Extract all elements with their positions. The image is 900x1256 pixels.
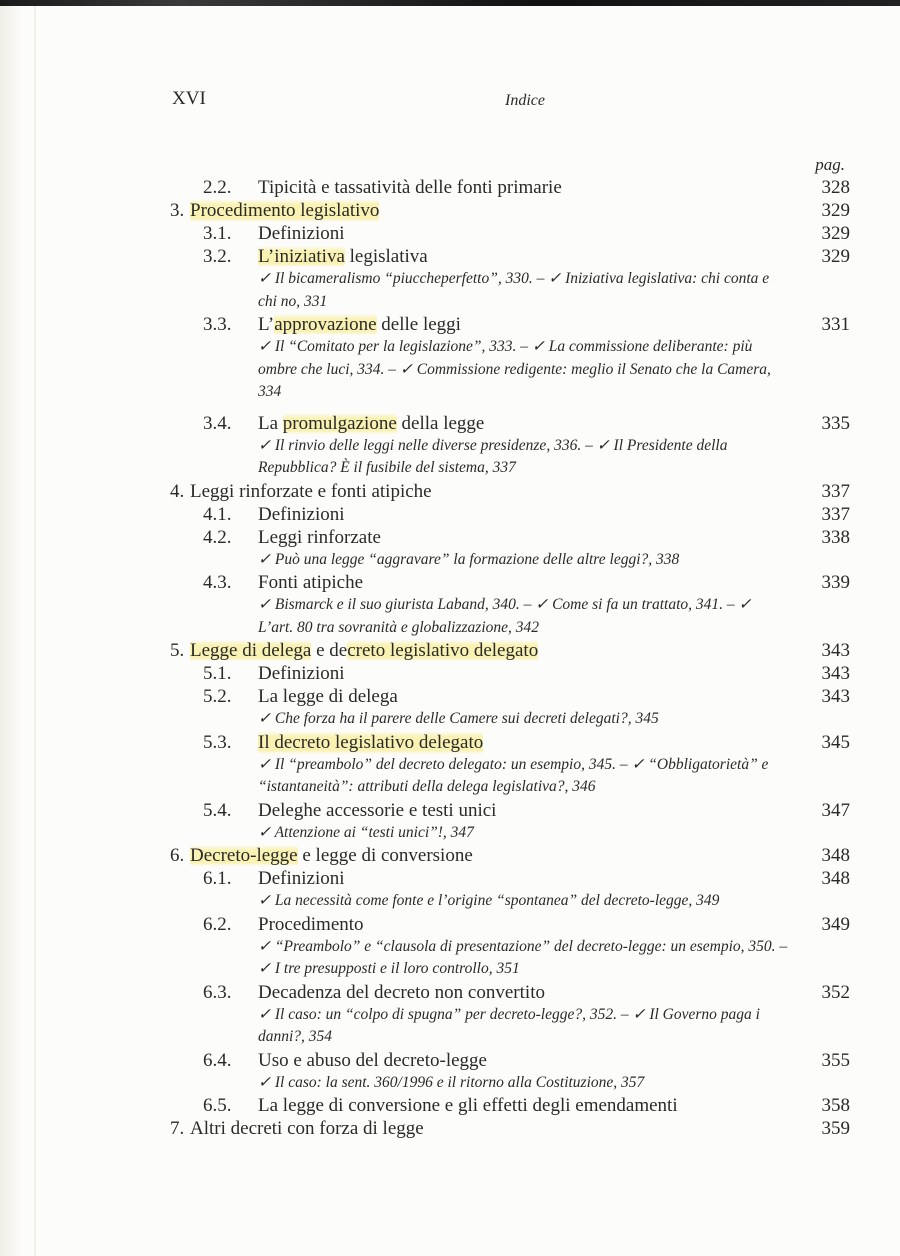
scan-left-shadow <box>34 6 36 1256</box>
entry-page: 329 <box>821 200 850 221</box>
entry-page: 329 <box>821 223 850 244</box>
entry-note: ✓ Il caso: la sent. 360/1996 e il ritorno alla Costituzione, 357 <box>258 1073 645 1091</box>
highlight: creto legislativo delegato <box>347 640 539 661</box>
toc-entry <box>170 981 850 1004</box>
entry-title: Leggi rinforzate <box>258 526 381 548</box>
toc-entry <box>170 1094 850 1117</box>
toc-entry <box>170 913 850 936</box>
toc-entry <box>170 313 850 336</box>
entry-page: 338 <box>821 526 850 548</box>
entry-number: 5.2. <box>203 686 232 707</box>
entry-number: 5.4. <box>203 799 232 821</box>
entry-note: ✓ Il bicameralismo “piuccheperfetto”, 330. – ✓ Iniziativa legislativa: chi conta e chi no, 331 <box>258 270 770 310</box>
toc-entry <box>170 1049 850 1072</box>
entry-number: 6.2. <box>203 913 232 935</box>
toc-entry <box>170 662 850 685</box>
entry-note: ✓ “Preambolo” e “clausola di presentazione” del decreto-legge: un esempio, 350. – ✓ I tre presupposti e il loro controllo, 351 <box>258 937 788 977</box>
toc-chapter <box>170 480 850 503</box>
highlight: approvazione <box>274 314 377 335</box>
entry-page: 348 <box>821 868 850 889</box>
entry-title <box>258 313 461 336</box>
entry-number: 5.1. <box>203 663 232 684</box>
entry-page: 358 <box>821 1095 850 1116</box>
entry-title <box>190 639 538 662</box>
highlight: promulgazione <box>282 412 397 434</box>
running-title: Indice <box>505 92 545 109</box>
title-rest: legislativa <box>344 246 428 267</box>
entry-title: Altri decreti con forza di legge <box>190 1118 424 1139</box>
table-of-contents <box>170 176 850 1140</box>
entry-title: Leggi rinforzate e fonti atipiche <box>190 480 432 502</box>
entry-note: ✓ Attenzione ai “testi unici”!, 347 <box>258 823 474 841</box>
entry-page: 337 <box>821 503 850 525</box>
toc-entry <box>170 867 850 890</box>
entry-title-highlighted: Il decreto legislativo delegato <box>258 731 484 753</box>
entry-title: Definizioni <box>258 503 345 525</box>
entry-title: Definizioni <box>258 868 345 889</box>
entry-title: Decadenza del decreto non convertito <box>258 981 545 1003</box>
entry-title: Tipicità e tassatività delle fonti primarie <box>258 177 562 198</box>
entry-number: 3. <box>170 200 185 221</box>
entry-number: 6.4. <box>203 1049 232 1071</box>
entry-title: Uso e abuso del decreto-legge <box>258 1049 487 1071</box>
title-rest: e legge di conversione <box>297 845 473 866</box>
title-rest: delle leggi <box>376 314 461 335</box>
entry-note: ✓ La necessità come fonte e l’origine “spontanea” del decreto-legge, 349 <box>258 892 720 909</box>
toc-entry <box>170 176 850 199</box>
entry-page: 339 <box>821 572 850 593</box>
entry-note: ✓ Il “Comitato per la legislazione”, 333. – ✓ La commissione deliberante: più ombre che luci, 334. – ✓ Commissione redigente: meglio il Senato che la Camera, 334 <box>258 338 771 400</box>
entry-note: ✓ Il “preambolo” del decreto delegato: un esempio, 345. – ✓ “Obbligatorietà” e “istantaneità”: attributi della delega legislativa?, 346 <box>258 755 769 795</box>
entry-number: 3.3. <box>203 314 232 335</box>
entry-title: Definizioni <box>258 663 345 684</box>
entry-number: 4.1. <box>203 503 232 525</box>
entry-page: 359 <box>821 1118 850 1139</box>
entry-note: ✓ Il caso: un “colpo di spugna” per decreto-legge?, 352. – ✓ Il Governo paga i danni?, 354 <box>258 1005 760 1045</box>
entry-note: ✓ Il rinvio delle leggi nelle diverse presidenze, 336. – ✓ Il Presidente della Repubblica? È il fusibile del sistema, 337 <box>258 436 728 476</box>
entry-number: 4. <box>170 480 185 502</box>
scan-top-edge <box>0 0 900 6</box>
entry-number: 7. <box>170 1118 185 1139</box>
entry-page: 328 <box>821 177 850 198</box>
highlight: Legge di delega <box>190 640 312 661</box>
entry-number: 6. <box>170 845 185 866</box>
page-column-label: pag. <box>815 155 845 174</box>
entry-page: 345 <box>821 731 850 753</box>
entry-title: Fonti atipiche <box>258 572 364 593</box>
entry-page: 337 <box>821 480 850 502</box>
entry-title: Procedimento <box>258 913 364 935</box>
entry-number: 3.1. <box>203 223 232 244</box>
toc-entry <box>170 685 850 708</box>
entry-note: ✓ Bismarck e il suo giurista Laband, 340. – ✓ Come si fa un trattato, 341. – ✓ L’art. 80 tra sovranità e globalizzazione, 342 <box>258 596 752 636</box>
entry-number: 4.3. <box>203 572 232 593</box>
entry-title: Deleghe accessorie e testi unici <box>258 799 497 821</box>
entry-page: 348 <box>821 845 850 866</box>
entry-title: La legge di delega <box>258 686 398 707</box>
entry-page: 355 <box>821 1049 850 1071</box>
toc-entry <box>170 571 850 594</box>
toc-entry <box>170 245 850 268</box>
toc-entry <box>170 222 850 245</box>
entry-note: ✓ Può una legge “aggravare” la formazione delle altre leggi?, 338 <box>258 550 680 568</box>
entry-page: 329 <box>821 246 850 267</box>
highlight: L’iniziativa <box>258 246 345 267</box>
entry-title-highlighted: Procedimento legislativo <box>190 200 380 221</box>
toc-entry <box>170 799 850 822</box>
toc-entry <box>170 526 850 549</box>
entry-number: 6.5. <box>203 1095 232 1116</box>
highlight: Decreto-legge <box>190 845 298 866</box>
entry-number: 5.3. <box>203 731 232 753</box>
entry-number: 3.2. <box>203 246 232 267</box>
entry-number: 6.1. <box>203 868 232 889</box>
entry-note: ✓ Che forza ha il parere delle Camere sui decreti delegati?, 345 <box>258 710 659 727</box>
entry-number: 5. <box>170 640 185 661</box>
entry-title <box>190 844 473 867</box>
entry-number: 4.2. <box>203 526 232 548</box>
toc-chapter <box>170 844 850 867</box>
entry-page: 349 <box>821 913 850 935</box>
entry-page: 343 <box>821 640 850 661</box>
entry-title <box>258 245 428 268</box>
entry-page: 331 <box>821 314 850 335</box>
entry-page: 335 <box>821 412 850 434</box>
page-number: XVI <box>172 88 206 109</box>
toc-chapter <box>170 1117 850 1140</box>
entry-title <box>258 412 484 435</box>
entry-title: La legge di conversione e gli effetti degli emendamenti <box>258 1095 678 1116</box>
toc-entry <box>170 731 850 754</box>
entry-number: 2.2. <box>203 177 232 198</box>
toc-entry <box>170 503 850 526</box>
entry-title: Definizioni <box>258 223 345 244</box>
scan-left-edge <box>0 6 22 1256</box>
title-pre: La <box>258 412 283 434</box>
entry-page: 343 <box>821 663 850 684</box>
toc-entry <box>170 412 850 435</box>
entry-number: 3.4. <box>203 412 232 434</box>
title-mid: e de <box>311 640 348 661</box>
entry-number: 6.3. <box>203 981 232 1003</box>
entry-page: 347 <box>821 799 850 821</box>
title-pre: L’ <box>258 314 275 335</box>
title-rest: della legge <box>396 412 485 434</box>
toc-chapter <box>170 199 850 222</box>
toc-chapter <box>170 639 850 662</box>
entry-page: 343 <box>821 686 850 707</box>
entry-page: 352 <box>821 981 850 1003</box>
